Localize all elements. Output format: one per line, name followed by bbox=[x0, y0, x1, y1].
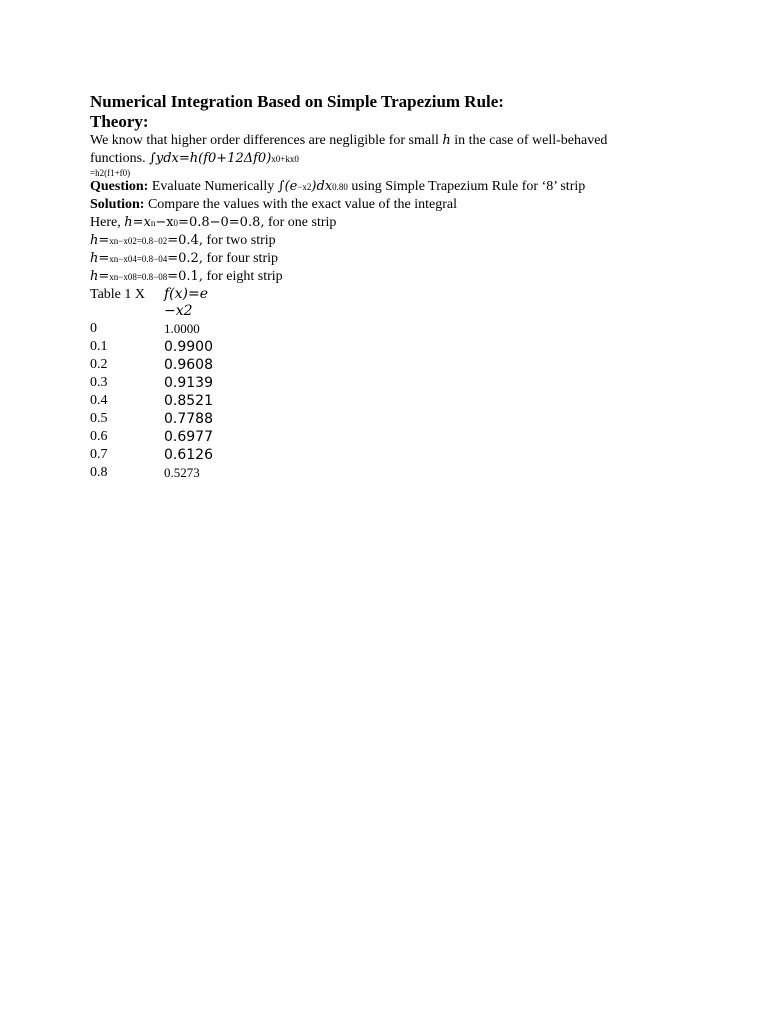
cell-x: 0.1 bbox=[90, 339, 108, 354]
formula-simplified: =h2(f1+f0) bbox=[90, 168, 131, 178]
here-line-4 bbox=[90, 268, 690, 286]
cell-f: 0.8521 bbox=[164, 393, 213, 409]
table-header bbox=[90, 286, 690, 320]
here-prefix: Here, bbox=[90, 215, 121, 230]
table-row bbox=[90, 338, 690, 356]
question-dx: )dx bbox=[311, 179, 333, 194]
cell-x: 0.8 bbox=[90, 465, 108, 480]
solution-label: Solution: bbox=[90, 197, 145, 212]
question-text-a: Evaluate Numerically bbox=[151, 179, 275, 194]
formula-limits: x0+kx0 bbox=[271, 154, 299, 164]
cell-x: 0.5 bbox=[90, 411, 108, 426]
solution-line bbox=[90, 196, 690, 214]
theory-h-symbol: h bbox=[442, 133, 451, 148]
theory-text-b: in the case of well-behaved bbox=[454, 133, 608, 148]
values-table bbox=[90, 286, 690, 482]
eq4-h: h= bbox=[90, 269, 110, 284]
eq4-fraction: xn−x08=0.8−08 bbox=[109, 272, 168, 282]
cell-x: 0.6 bbox=[90, 429, 108, 444]
header-f-line-2: −x2 bbox=[164, 303, 193, 319]
trapezium-formula: ∫ydx=h(f0+12Δf0) bbox=[149, 151, 272, 166]
question-label: Question: bbox=[90, 179, 149, 194]
eq1-part-b: −x bbox=[155, 215, 174, 230]
here-line-2 bbox=[90, 232, 690, 250]
cell-x: 0.7 bbox=[90, 447, 108, 462]
table-row bbox=[90, 374, 690, 392]
eq2-fraction: xn−x02=0.8−02 bbox=[109, 236, 168, 246]
here-line-3 bbox=[90, 250, 690, 268]
eq1-part-c: =0.8−0=0.8, bbox=[178, 215, 265, 230]
question-line bbox=[90, 178, 690, 196]
theory-heading: Theory: bbox=[90, 112, 149, 131]
theory-line-2 bbox=[90, 150, 690, 168]
eq3-h: h= bbox=[90, 251, 110, 266]
eq4-value: =0.1, bbox=[167, 269, 203, 284]
cell-f: 0.6126 bbox=[164, 447, 213, 463]
eq1-part-a: h=x bbox=[124, 215, 151, 230]
eq2-text: for two strip bbox=[206, 233, 276, 248]
table-row bbox=[90, 320, 690, 338]
cell-f: 0.7788 bbox=[164, 411, 213, 427]
eq2-h: h= bbox=[90, 233, 110, 248]
theory-text-a: We know that higher order differences are negligible for small bbox=[90, 133, 439, 148]
theory-line-1 bbox=[90, 132, 690, 150]
cell-f: 0.9608 bbox=[164, 357, 213, 373]
cell-x: 0.4 bbox=[90, 393, 108, 408]
table-caption: Table 1 X bbox=[90, 287, 146, 302]
table-row bbox=[90, 392, 690, 410]
table-row bbox=[90, 428, 690, 446]
eq1-text: for one strip bbox=[267, 215, 337, 230]
cell-f: 1.0000 bbox=[164, 321, 200, 336]
question-exponent: −x2 bbox=[297, 182, 312, 192]
cell-f: 0.5273 bbox=[164, 465, 200, 480]
solution-text: Compare the values with the exact value of the integral bbox=[147, 197, 458, 212]
cell-x: 0 bbox=[90, 321, 97, 336]
table-row bbox=[90, 410, 690, 428]
cell-f: 0.6977 bbox=[164, 429, 213, 445]
table-row bbox=[90, 356, 690, 374]
document-page bbox=[90, 92, 690, 482]
eq3-text: for four strip bbox=[206, 251, 278, 266]
eq1-sub-n: n bbox=[150, 218, 156, 228]
table-header-f bbox=[164, 286, 208, 320]
here-line-1 bbox=[90, 214, 690, 232]
eq2-value: =0.4, bbox=[167, 233, 203, 248]
table-row bbox=[90, 464, 690, 482]
question-text-b: using Simple Trapezium Rule for ‘8’ strip bbox=[351, 179, 586, 194]
eq4-text: for eight strip bbox=[206, 269, 283, 284]
cell-f: 0.9139 bbox=[164, 375, 213, 391]
eq3-value: =0.2, bbox=[167, 251, 203, 266]
theory-functions: functions. bbox=[90, 151, 146, 166]
cell-f: 0.9900 bbox=[164, 339, 213, 355]
table-row bbox=[90, 446, 690, 464]
cell-x: 0.2 bbox=[90, 357, 108, 372]
document-title: Numerical Integration Based on Simple Trapezium Rule: bbox=[90, 92, 504, 111]
eq1-sub-0: 0 bbox=[173, 218, 179, 228]
question-integral: ∫(e bbox=[277, 179, 298, 194]
question-limits: 0.80 bbox=[332, 182, 348, 192]
cell-x: 0.3 bbox=[90, 375, 108, 390]
eq3-fraction: xn−x04=0.8−04 bbox=[109, 254, 168, 264]
header-f-line-1: f(x)=e bbox=[164, 286, 209, 302]
